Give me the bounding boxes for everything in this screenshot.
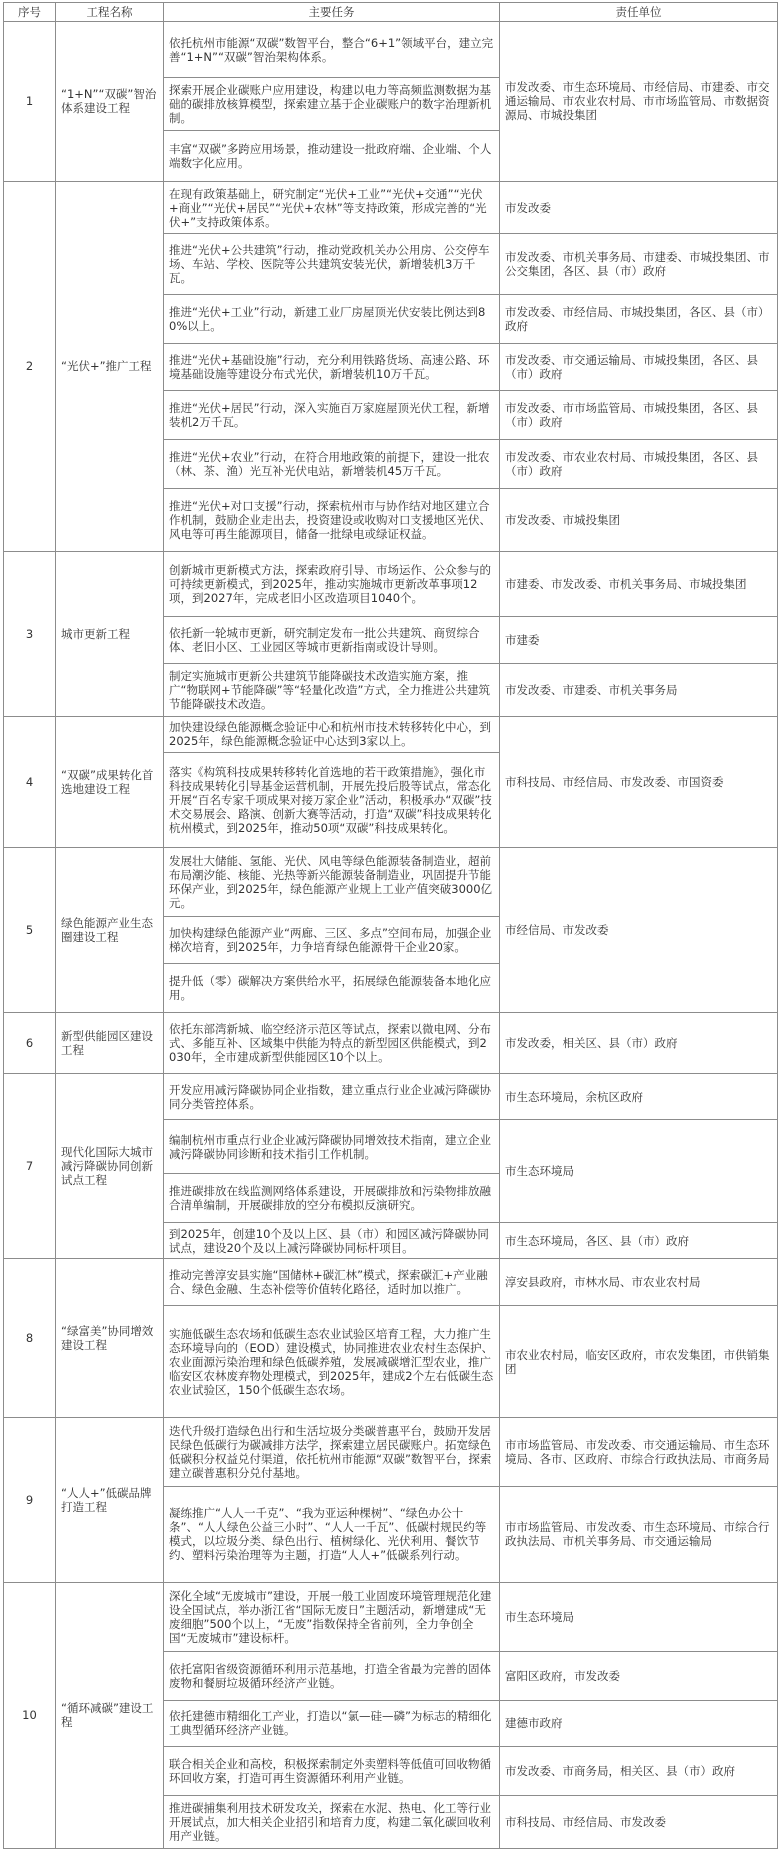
responsible-unit: 市发改委、市城投集团 <box>500 488 778 551</box>
main-task: 依托东部湾新城、临空经济示范区等试点，探索以微电网、分布式、多能互补、区域集中供能为特点的新型园区供能模式，到2030年，全市建成新型供能园区10个以上。 <box>164 1013 500 1074</box>
responsible-unit: 市发改委、市农业农村局、市城投集团，各区、县（市）政府 <box>500 439 778 488</box>
row-number: 9 <box>4 1418 56 1583</box>
main-task: 推进“光伏+基础设施”行动，充分利用铁路货场、高速公路、环境基础设施等建设分布式光伏，新增装机10万千瓦。 <box>164 344 500 391</box>
main-task: 推进碳捕集利用技术研发攻关，探索在水泥、热电、化工等行业开展试点，加大相关企业招引和培育力度，构建二氧化碳回收利用产业链。 <box>164 1796 500 1849</box>
main-task: 开发应用减污降碳协同企业指数，建立重点行业企业减污降碳协同分类管控体系。 <box>164 1073 500 1120</box>
project-name: 新型供能园区建设工程 <box>56 1013 164 1074</box>
responsible-unit: 市生态环境局，余杭区政府 <box>500 1073 778 1120</box>
main-task: 制定实施城市更新公共建筑节能降碳技术改造实施方案，推广“物联网+节能降碳”等“轻量化改造”方式，全力推进公共建筑节能降碳技术改造。 <box>164 664 500 717</box>
main-task: 发展壮大储能、氢能、光伏、风电等绿色能源装备制造业，超前布局潮汐能、核能、光热等新兴能源装备制造业，巩固提升节能环保产业，到2025年，绿色能源产业规上工业产值突破3000亿元。 <box>164 848 500 917</box>
row-number: 4 <box>4 716 56 848</box>
table-row <box>4 1073 778 1120</box>
header-no: 序号 <box>4 3 56 22</box>
main-task: 联合相关企业和高校，积极探索制定外卖塑料等低值可回收物循环回收方案，打造可再生资源循环利用产业链。 <box>164 1747 500 1796</box>
table-header-row <box>4 3 778 22</box>
project-table <box>3 2 778 1849</box>
responsible-unit: 市市场监管局、市发改委、市生态环境局、市综合行政执法局、市机关事务局、市交通运输局 <box>500 1486 778 1582</box>
table-row <box>4 551 778 616</box>
row-number: 2 <box>4 181 56 551</box>
responsible-unit: 市发改委、市市场监管局、市城投集团，各区、县（市）政府 <box>500 390 778 439</box>
main-task: 推进“光伏+农业”行动，在符合用地政策的前提下，建设一批农（林、茶、渔）光互补光伏电站，新增装机45万千瓦。 <box>164 439 500 488</box>
responsible-unit: 市发改委、市交通运输局、市城投集团，各区、县（市）政府 <box>500 344 778 391</box>
main-task: 落实《构筑科技成果转移转化首选地的若干政策措施》，强化市科技成果转化引导基金运营机制，开展先投后股等试点，常态化开展“百名专家千项成果对接万家企业”活动，积极承办“双碳”技术交易展会、路演、创新大赛等活动，打造“双碳”科技成果转化杭州模式，到2025年，推动50项“双碳”科技成果转化。 <box>164 752 500 848</box>
responsible-unit: 市发改委、市机关事务局、市建委、市城投集团、市公交集团，各区、县（市）政府 <box>500 234 778 295</box>
responsible-unit: 市发改委、市商务局，相关区、县（市）政府 <box>500 1747 778 1796</box>
main-task: 推进碳排放在线监测网络体系建设，开展碳排放和污染物排放融合清单编制，开展碳排放的空分布模拟反演研究。 <box>164 1174 500 1223</box>
table-row <box>4 22 778 78</box>
main-task: 创新城市更新模式方法，探索政府引导、市场运作、公众参与的可持续更新模式，到2025年，推动实施城市更新改革事项12项，到2027年，完成老旧小区改造项目1040个。 <box>164 551 500 616</box>
row-number: 7 <box>4 1073 56 1259</box>
responsible-unit: 市建委、市发改委、市机关事务局、市城投集团 <box>500 551 778 616</box>
main-task: 在现有政策基础上，研究制定“光伏+工业”“光伏+交通”“光伏+商业”“光伏+居民”“光伏+农林”等支持政策，形成完善的“光伏+”支持政策体系。 <box>164 181 500 234</box>
responsible-unit: 市农业农村局，临安区政府，市农发集团，市供销集团 <box>500 1306 778 1418</box>
project-name: 绿色能源产业生态圈建设工程 <box>56 848 164 1013</box>
responsible-unit: 市建委 <box>500 617 778 664</box>
main-task: 依托杭州市能源“双碳”数智平台，整合“6+1”领域平台，建立完善“1+N”“双碳”智治架构体系。 <box>164 22 500 78</box>
table-body <box>4 22 778 1849</box>
project-name: “循环减碳”建设工程 <box>56 1582 164 1848</box>
table-row <box>4 1259 778 1306</box>
main-task: 探索开展企业碳账户应用建设，构建以电力等高频监测数据为基础的碳排放核算模型，探索建立基于企业碳账户的数字治理新机制。 <box>164 78 500 131</box>
header-unit: 责任单位 <box>500 3 778 22</box>
main-task: 依托富阳省级资源循环利用示范基地，打造全省最为完善的固体废物和餐厨垃圾循环经济产业链。 <box>164 1651 500 1700</box>
responsible-unit: 淳安县政府，市林水局、市农业农村局 <box>500 1259 778 1306</box>
main-task: 推进“光伏+对口支援”行动，探索杭州市与协作结对地区建立合作机制，鼓励企业走出去，投资建设或收购对口支援地区光伏、风电等可再生能源项目，储备一批绿电或绿证权益。 <box>164 488 500 551</box>
main-task: 迭代升级打造绿色出行和生活垃圾分类碳普惠平台，鼓励开发居民绿色低碳行为碳减排方法学，探索建立居民碳账户。拓宽绿色低碳积分权益兑付渠道，依托杭州市能源“双碳”数智平台，探索建立碳普惠积分兑付基地。 <box>164 1418 500 1487</box>
main-task: 加快建设绿色能源概念验证中心和杭州市技术转移转化中心，到2025年，绿色能源概念验证中心达到3家以上。 <box>164 716 500 752</box>
project-name: “光伏+”推广工程 <box>56 181 164 551</box>
main-task: 到2025年，创建10个及以上区、县（市）和园区减污降碳协同试点，建设20个及以上减污降碳协同标杆项目。 <box>164 1223 500 1259</box>
table-row <box>4 716 778 752</box>
project-name: “1+N”“双碳”智治体系建设工程 <box>56 22 164 182</box>
main-task: 编制杭州市重点行业企业减污降碳协同增效技术指南，建立企业减污降碳协同诊断和技术指引工作机制。 <box>164 1120 500 1174</box>
project-name: “双碳”成果转化首选地建设工程 <box>56 716 164 848</box>
row-number: 5 <box>4 848 56 1013</box>
main-task: 实施低碳生态农场和低碳生态农业试验区培育工程，大力推广生态环境导向的（EOD）建设模式，协同推进农业农村生态保护、农业面源污染治理和绿色低碳养殖，发展减碳增汇型农业，推广临安区农林废弃物处理模式，到2025年，建成2个左右低碳生态农业试验区，150个低碳生态农场。 <box>164 1306 500 1418</box>
project-name: “人人+”低碳品牌打造工程 <box>56 1418 164 1583</box>
table-row <box>4 1582 778 1651</box>
row-number: 6 <box>4 1013 56 1074</box>
main-task: 推动完善淳安县实施“国储林+碳汇林”模式，探索碳汇+产业融合、绿色金融、生态补偿等价值转化路径，适时加以推广。 <box>164 1259 500 1306</box>
table-row <box>4 848 778 917</box>
main-task: 推进“光伏+居民”行动，深入实施百万家庭屋顶光伏工程，新增装机2万千瓦。 <box>164 390 500 439</box>
main-task: 依托新一轮城市更新，研究制定发布一批公共建筑、商贸综合体、老旧小区、工业园区等城市更新指南或设计导则。 <box>164 617 500 664</box>
responsible-unit: 建德市政府 <box>500 1700 778 1747</box>
responsible-unit: 市生态环境局 <box>500 1120 778 1223</box>
project-name: “绿富美”协同增效建设工程 <box>56 1259 164 1418</box>
project-name: 现代化国际大城市减污降碳协同创新试点工程 <box>56 1073 164 1259</box>
row-number: 3 <box>4 551 56 716</box>
main-task: 推进“光伏+工业”行动，新建工业厂房屋顶光伏安装比例达到80%以上。 <box>164 295 500 344</box>
responsible-unit: 市发改委 <box>500 181 778 234</box>
responsible-unit: 富阳区政府，市发改委 <box>500 1651 778 1700</box>
main-task: 提升低（零）碳解决方案供给水平，拓展绿色能源装备本地化应用。 <box>164 964 500 1013</box>
row-number: 10 <box>4 1582 56 1848</box>
table-row <box>4 1013 778 1074</box>
responsible-unit: 市经信局、市发改委 <box>500 848 778 1013</box>
table-row <box>4 1418 778 1487</box>
table-row <box>4 181 778 234</box>
responsible-unit: 市发改委、市建委、市机关事务局 <box>500 664 778 717</box>
header-name: 工程名称 <box>56 3 164 22</box>
responsible-unit: 市发改委、市生态环境局、市经信局、市建委、市交通运输局、市农业农村局、市市场监管局、市数据资源局、市城投集团 <box>500 22 778 182</box>
project-name: 城市更新工程 <box>56 551 164 716</box>
responsible-unit: 市科技局、市经信局、市发改委、市国资委 <box>500 716 778 848</box>
responsible-unit: 市市场监管局、市发改委、市交通运输局、市生态环境局、各市、区政府、市综合行政执法局、市商务局 <box>500 1418 778 1487</box>
responsible-unit: 市发改委、市经信局、市城投集团，各区、县（市）政府 <box>500 295 778 344</box>
main-task: 推进“光伏+公共建筑”行动，推动党政机关办公用房、公交停车场、车站、学校、医院等公共建筑安装光伏，新增装机3万千瓦。 <box>164 234 500 295</box>
responsible-unit: 市科技局、市经信局、市发改委 <box>500 1796 778 1849</box>
row-number: 8 <box>4 1259 56 1418</box>
main-task: 深化全域“无废城市”建设，开展一般工业固废环境管理规范化建设全国试点，举办浙江省“国际无废日”主题活动，新增建成“无废细胞”500个以上，“无废”指数保持全省前列，全力争创全国“无废城市”建设标杆。 <box>164 1582 500 1651</box>
row-number: 1 <box>4 22 56 182</box>
header-task: 主要任务 <box>164 3 500 22</box>
responsible-unit: 市生态环境局，各区、县（市）政府 <box>500 1223 778 1259</box>
main-task: 凝练推广“人人一千克”、“我为亚运种棵树”、“绿色办公十条”、“人人绿色公益三小时”、“人人一千瓦”、低碳村规民约等模式，以垃圾分类、绿色出行、植树绿化、光伏利用、餐饮节约、塑料污染治理等为主题，打造“人人+”低碳系列行动。 <box>164 1486 500 1582</box>
responsible-unit: 市生态环境局 <box>500 1582 778 1651</box>
main-task: 依托建德市精细化工产业，打造以“氯—硅—磷”为标志的精细化工典型循环经济产业链。 <box>164 1700 500 1747</box>
main-task: 丰富“双碳”多跨应用场景，推动建设一批政府端、企业端、个人端数字化应用。 <box>164 130 500 181</box>
main-task: 加快构建绿色能源产业“两廊、三区、多点”空间布局，加强企业梯次培育，到2025年，力争培育绿色能源骨干企业20家。 <box>164 917 500 964</box>
responsible-unit: 市发改委，相关区、县（市）政府 <box>500 1013 778 1074</box>
